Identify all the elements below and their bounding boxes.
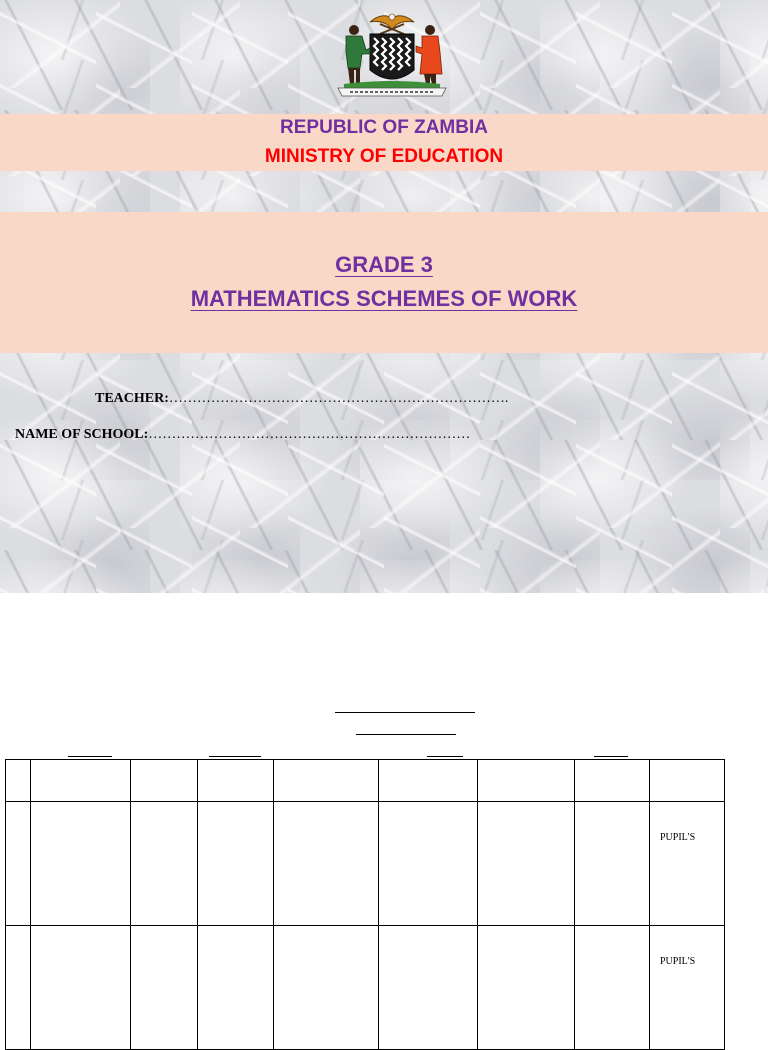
table-cell (379, 926, 478, 1050)
zambia-coat-of-arms-emblem (326, 8, 458, 98)
teacher-field (95, 391, 508, 407)
table-cell (198, 926, 274, 1050)
table-row (6, 802, 725, 926)
table-cell (31, 802, 131, 926)
grade-title: GRADE 3 (335, 252, 433, 277)
table-cell (478, 802, 575, 926)
column-header-rule (427, 756, 463, 757)
table-cell (6, 802, 31, 926)
header-cell (575, 760, 650, 802)
table-cell (575, 926, 650, 1050)
subject-title: MATHEMATICS SCHEMES OF WORK (190, 286, 578, 311)
title-rule (335, 712, 475, 713)
header-cell (198, 760, 274, 802)
school-blank: …………………………………………………………… (148, 427, 471, 442)
teacher-label: TEACHER: (95, 391, 169, 406)
teacher-blank: ………………………………………………………………. (168, 391, 509, 406)
header-cell (379, 760, 478, 802)
scheme-of-work-table (5, 759, 725, 1050)
school-label: NAME OF SCHOOL: (15, 427, 149, 442)
table-cell (274, 802, 379, 926)
header-cell (650, 760, 725, 802)
table-cell (198, 802, 274, 926)
table-cell (131, 802, 198, 926)
table-row (6, 926, 725, 1050)
table-cell (6, 926, 31, 1050)
school-field (15, 427, 470, 443)
table-cell (31, 926, 131, 1050)
header-band (0, 114, 768, 171)
table-cell (379, 802, 478, 926)
table-cell (274, 926, 379, 1050)
header-cell (31, 760, 131, 802)
table-cell (575, 802, 650, 926)
ministry-heading: MINISTRY OF EDUCATION (264, 146, 504, 167)
header-cell (131, 760, 198, 802)
header-cell (6, 760, 31, 802)
title-band (0, 212, 768, 353)
pupils-book-note: PUPIL'S (660, 832, 696, 843)
column-header-rule (68, 756, 112, 757)
republic-heading: REPUBLIC OF ZAMBIA (280, 117, 488, 138)
column-header-rule (209, 756, 261, 757)
table-cell (650, 802, 725, 926)
table-cell (131, 926, 198, 1050)
subtitle-rule (356, 734, 456, 735)
column-header-rule (594, 756, 628, 757)
table-header-row (6, 760, 725, 802)
table-cell (650, 926, 725, 1050)
pupils-book-note: PUPIL'S (660, 956, 696, 967)
header-cell (274, 760, 379, 802)
table-cell (478, 926, 575, 1050)
header-cell (478, 760, 575, 802)
